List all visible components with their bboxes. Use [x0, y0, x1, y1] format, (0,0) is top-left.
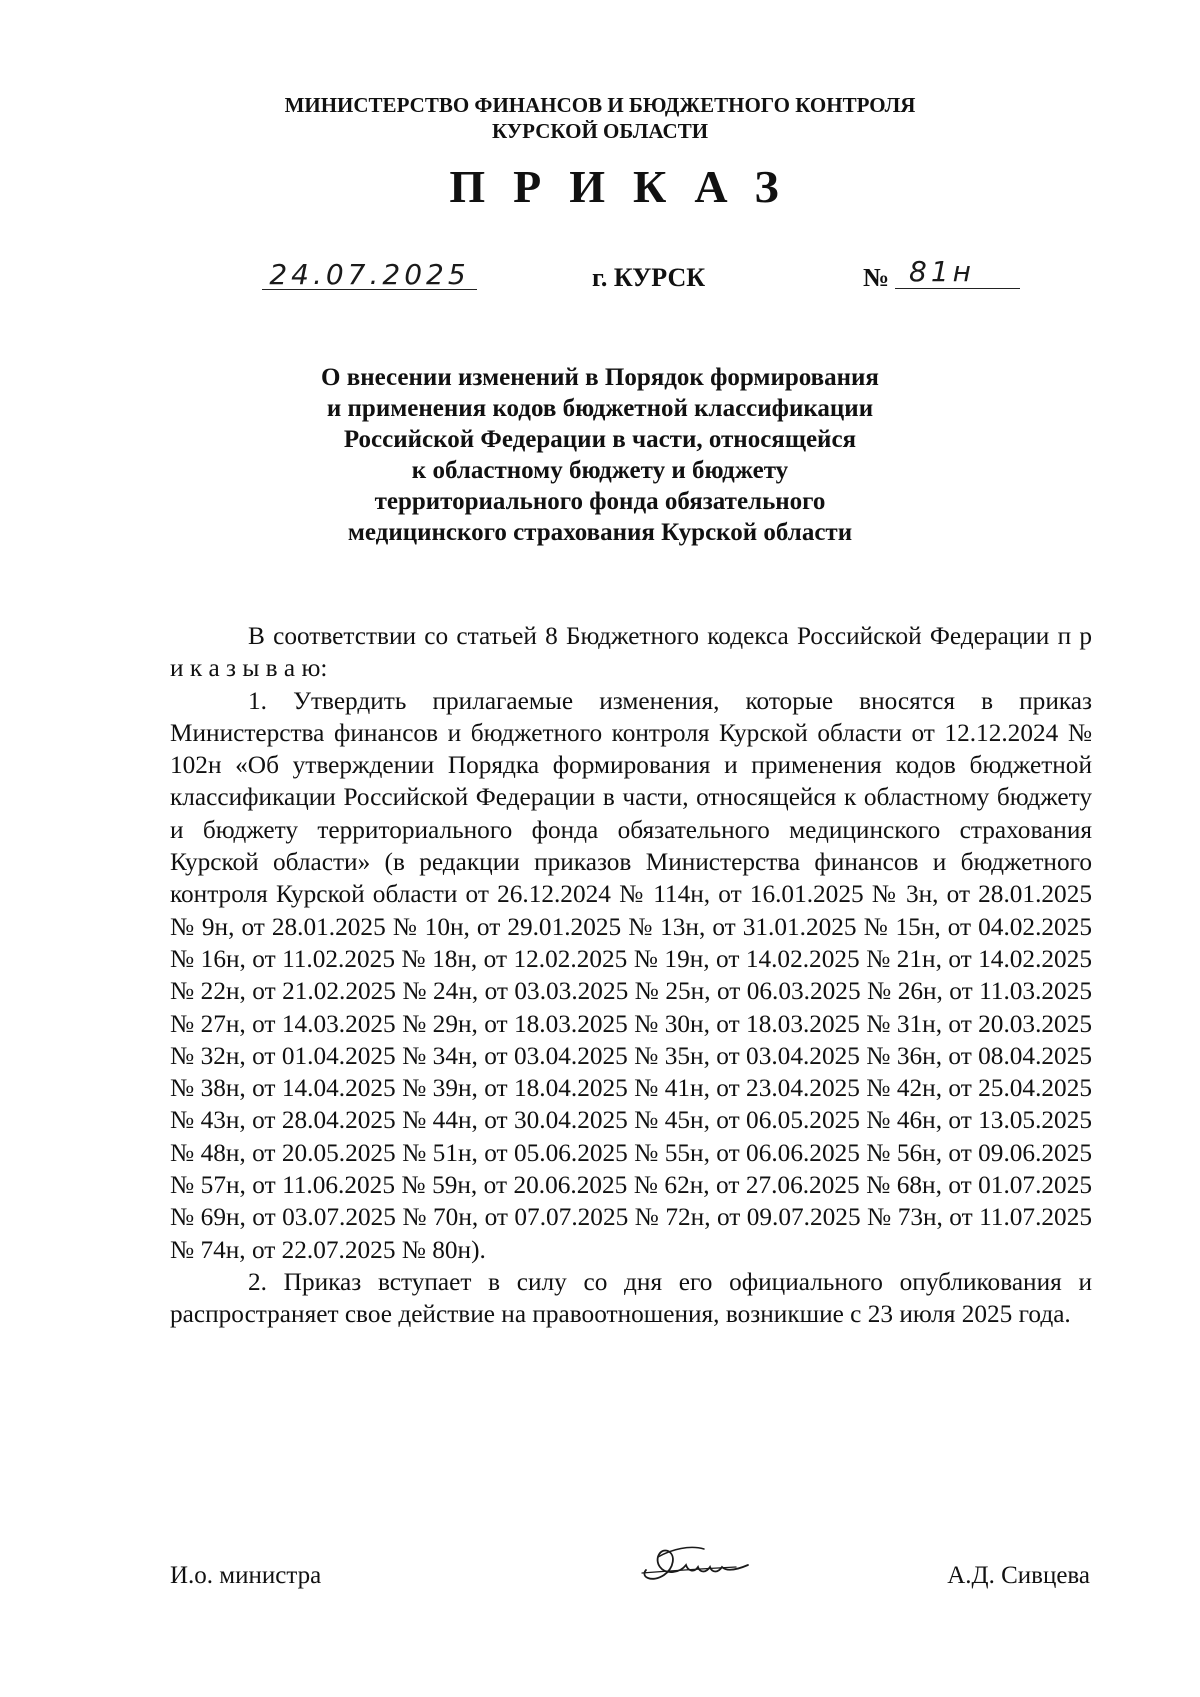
- document-body: [170, 620, 1092, 1331]
- subject-line: Российской Федерации в части, относящейся: [343, 426, 857, 453]
- item-2-paragraph: 2. Приказ вступает в силу со дня его официального опубликования и распространяет свое действие на правоотношения, возникшие с 23 июля 2025 года.: [170, 1267, 1092, 1329]
- intro-paragraph: В соответствии со статьей 8 Бюджетного кодекса Российской Федерации п р и к а з ы в а ю:: [170, 622, 1092, 683]
- signatory-name: А.Д. Сивцева: [947, 1562, 1090, 1589]
- number-underline: [895, 288, 1020, 289]
- handwritten-signature-icon: [638, 1537, 758, 1587]
- subject-line: к областному бюджету и бюджету: [411, 457, 789, 484]
- subject-line: О внесении изменений в Порядок формирования: [321, 364, 879, 391]
- document-subject: [0, 362, 1200, 548]
- organization-name: [0, 92, 1200, 144]
- date-field: [262, 258, 477, 294]
- number-label: №: [863, 263, 890, 292]
- date-underline: [262, 289, 477, 290]
- document-title: ПРИКАЗ: [449, 161, 807, 212]
- organization-line-2: КУРСКОЙ ОБЛАСТИ: [491, 119, 709, 143]
- handwritten-number: 81н: [909, 255, 975, 288]
- organization-line-1: МИНИСТЕРСТВО ФИНАНСОВ И БЮДЖЕТНОГО КОНТРОЛЯ: [284, 93, 916, 117]
- city: г. КУРСК: [592, 263, 706, 292]
- subject-line: и применения кодов бюджетной классификации: [326, 395, 874, 422]
- handwritten-date: 24.07.2025: [269, 258, 470, 291]
- subject-line: медицинского страхования Курской области: [347, 519, 853, 546]
- number-field: [895, 255, 1020, 293]
- subject-line: территориального фонда обязательного: [374, 488, 826, 515]
- item-1-paragraph: 1. Утвердить прилагаемые изменения, которые вносятся в приказ Министерства финансов и бюджетного контроля Курской области от 12.12.2024 № 102н «Об утверждении Порядка формирования и применения кодов бюджетной классификации Российской Федерации в части, относящейся к областному бюджету и бюджету территориального фонда обязательного медицинского страхования Курской области» (в редакции приказов Министерства финансов и бюджетного контроля Курской области от 26.12.2024 № 114н, от 16.01.2025 № 3н, от 28.01.2025 № 9н, от 28.01.2025 № 10н, от 29.01.2025 № 13н, от 31.01.2025 № 15н, от 04.02.2025 № 16н, от 11.02.2025 № 18н, от 12.02.2025 № 19н, от 14.02.2025 № 21н, от 14.02.2025 № 22н, от 21.02.2025 № 24н, от 03.03.2025 № 25н, от 06.03.2025 № 26н, от 11.03.2025 № 27н, от 14.03.2025 № 29н, от 18.03.2025 № 30н, от 18.03.2025 № 31н, от 20.03.2025 № 32н, от 01.04.2025 № 34н, от 03.04.2025 № 35н, от 03.04.2025 № 36н, от 08.04.2025 № 38н, от 14.04.2025 № 39н, от 18.04.2025 № 41н, от 23.04.2025 № 42н, от 25.04.2025 № 43н, от 28.04.2025 № 44н, от 30.04.2025 № 45н, от 06.05.2025 № 46н, от 13.05.2025 № 48н, от 20.05.2025 № 51н, от 05.06.2025 № 55н, от 06.06.2025 № 56н, от 09.06.2025 № 57н, от 11.06.2025 № 59н, от 20.06.2025 № 62н, от 27.06.2025 № 68н, от 01.07.2025 № 69н, от 03.07.2025 № 70н, от 07.07.2025 № 72н, от 09.07.2025 № 73н, от 11.07.2025 № 74н, от 22.07.2025 № 80н).: [170, 686, 1092, 1264]
- signatory-position: И.о. министра: [170, 1562, 322, 1589]
